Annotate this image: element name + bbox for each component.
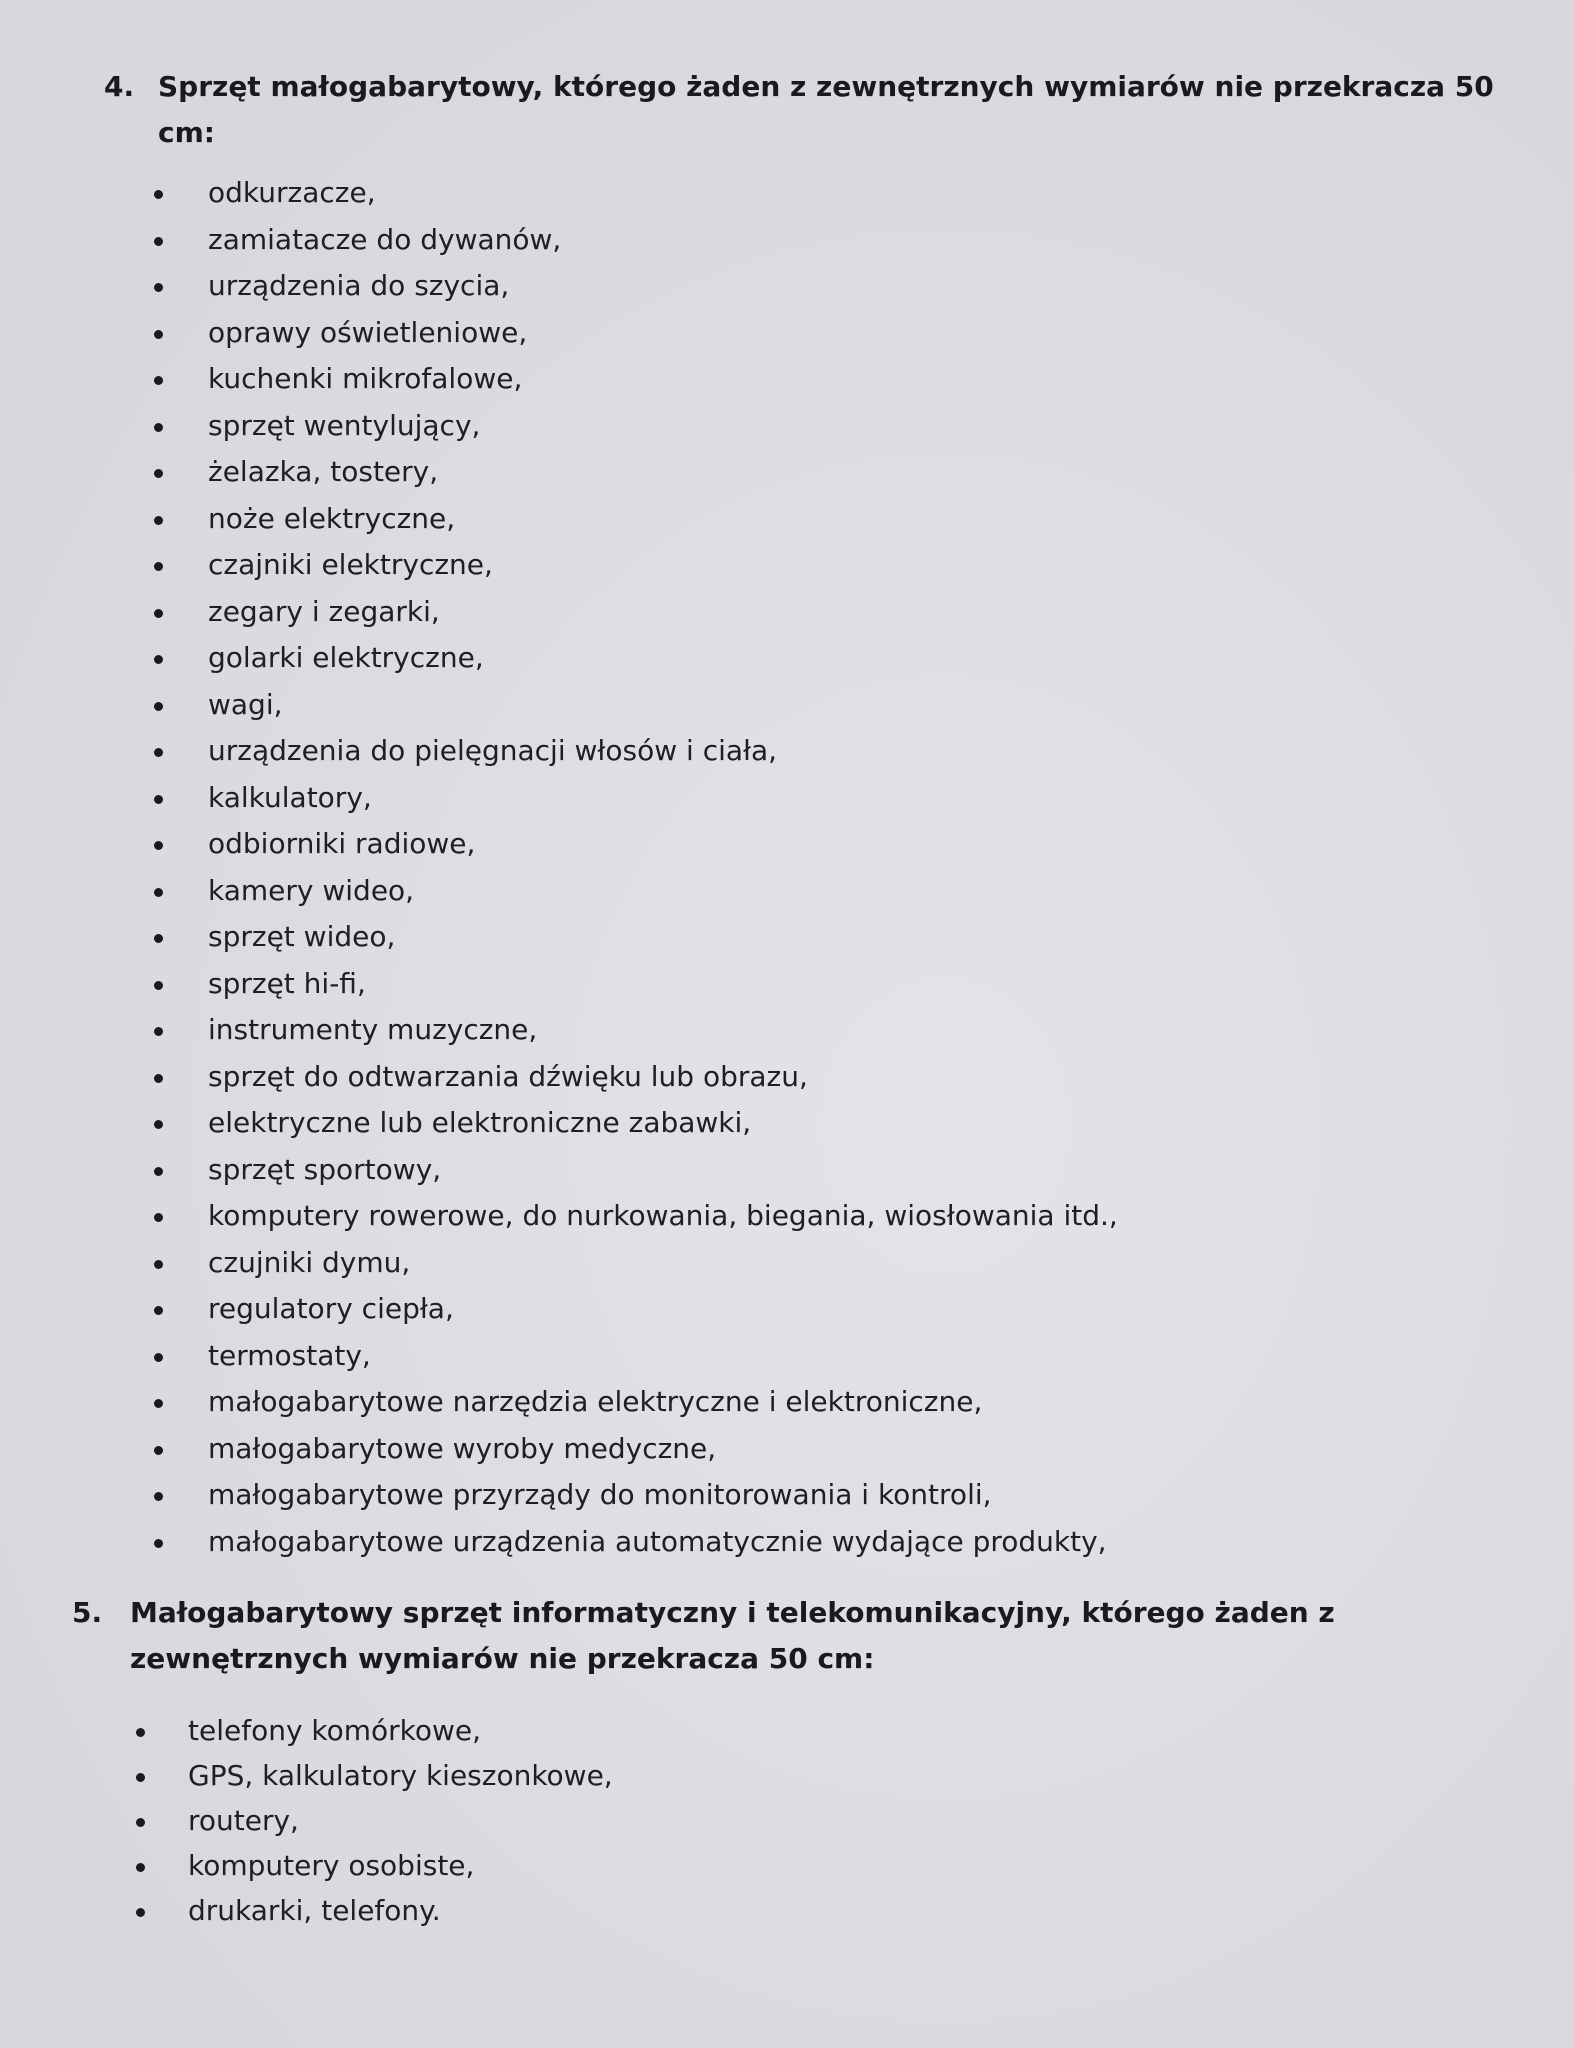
list-item [208,1333,1504,1380]
list-item [208,356,1504,403]
bullet-icon [136,1818,145,1827]
list-item-text: termostaty, [208,1338,371,1372]
list-item [208,496,1504,543]
list-item-text: odbiorniki radiowe, [208,827,476,860]
list-item [208,403,1504,450]
list-item-text: odkurzacze, [208,176,376,209]
bullet-icon [154,1213,163,1222]
list-item-text: sprzęt do odtwarzania dźwięku lub obrazu, [208,1059,808,1093]
list-item [208,1426,1504,1473]
list-item-text: oprawy oświetleniowe, [208,315,528,349]
list-item-text: sprzęt wentylujący, [208,408,481,442]
bullet-icon [154,1306,163,1315]
bullet-icon [154,423,163,432]
section-title: Sprzęt małogabarytowy, którego żaden z zewnętrznych wymiarów nie przekracza 50 cm: [158,70,1494,149]
section-heading [72,1590,1532,1682]
list-item-text: zamiatacze do dywanów, [208,222,562,256]
list-item-text: golarki elektryczne, [208,641,484,674]
list-item [208,217,1504,264]
list-item-text: komputery osobiste, [188,1849,475,1882]
list-item [208,589,1504,636]
bullet-icon [154,190,163,199]
list-item-text: regulatory ciepła, [208,1292,454,1325]
list-item-text: elektryczne lub elektroniczne zabawki, [208,1106,752,1139]
list-item-text: urządzenia do szycia, [208,269,510,302]
list-item-text: małogabarytowe narzędzia elektryczne i elektroniczne, [208,1385,983,1418]
bullet-icon [154,655,163,664]
bullet-icon [154,888,163,897]
list-item-text: kamery wideo, [208,873,415,907]
item-list [208,170,1504,1565]
list-item-text: routery, [188,1804,299,1837]
list-item-text: małogabarytowe wyroby medyczne, [208,1431,717,1465]
list-item [208,868,1504,915]
bullet-icon [136,1863,145,1872]
list-item [188,1753,1532,1798]
bullet-icon [154,376,163,385]
list-item [208,914,1504,961]
list-item [188,1888,1532,1933]
bullet-icon [154,1167,163,1176]
list-item-text: czajniki elektryczne, [208,548,493,581]
bullet-icon [154,562,163,571]
list-item-text: komputery rowerowe, do nurkowania, biegania, wiosłowania itd., [208,1199,1118,1232]
list-item [208,542,1504,589]
bullet-icon [154,609,163,618]
list-item [208,263,1504,310]
list-item [208,961,1504,1008]
list-item-text: małogabarytowe urządzenia automatycznie wydające produkty, [208,1524,1107,1558]
list-item [208,682,1504,729]
list-item-text: sprzęt hi-fi, [208,966,366,1000]
bullet-icon [154,330,163,339]
list-item [208,1472,1504,1519]
list-item [208,1054,1504,1101]
list-item-text: czujniki dymu, [208,1245,411,1279]
list-item [208,775,1504,822]
list-item [208,310,1504,357]
list-item-text: urządzenia do pielęgnacji włosów i ciała, [208,734,778,767]
section-number: 5. [72,1596,103,1629]
list-item [208,821,1504,868]
list-item-text: GPS, kalkulatory kieszonkowe, [188,1759,613,1792]
bullet-icon [154,283,163,292]
bullet-icon [154,1492,163,1501]
bullet-icon [154,702,163,711]
list-item [208,1100,1504,1147]
bullet-icon [154,748,163,757]
bullet-icon [154,1399,163,1408]
bullet-icon [154,516,163,525]
bullet-icon [136,1728,145,1737]
item-list [188,1708,1532,1933]
list-item [208,449,1504,496]
bullet-icon [154,469,163,478]
section-title: Małogabarytowy sprzęt informatyczny i telekomunikacyjny, którego żaden z zewnętrznych wymiarów nie przekracza 50 cm: [130,1596,1335,1675]
section-heading [104,64,1504,156]
bullet-icon [154,841,163,850]
list-item-text: żelazka, tostery, [208,455,439,488]
bullet-icon [154,1539,163,1548]
list-item-text: kuchenki mikrofalowe, [208,362,523,395]
bullet-icon [136,1773,145,1782]
list-item [208,1240,1504,1287]
list-item-text: zegary i zegarki, [208,594,440,628]
list-item [208,170,1504,217]
list-item-text: noże elektryczne, [208,501,456,535]
list-item [188,1798,1532,1843]
list-item-text: drukarki, telefony. [188,1894,441,1927]
list-item [208,1193,1504,1240]
section-5 [72,1590,1532,1933]
bullet-icon [154,1074,163,1083]
list-item [208,635,1504,682]
list-item-text: kalkulatory, [208,780,372,814]
list-item-text: telefony komórkowe, [188,1714,482,1747]
list-item-text: instrumenty muzyczne, [208,1013,538,1046]
bullet-icon [154,1446,163,1455]
list-item [188,1708,1532,1753]
list-item-text: sprzęt wideo, [208,920,396,953]
list-item-text: małogabarytowe przyrządy do monitorowania i kontroli, [208,1478,992,1511]
bullet-icon [154,1353,163,1362]
list-item [188,1843,1532,1888]
list-item [208,1147,1504,1194]
bullet-icon [154,981,163,990]
section-4 [104,64,1504,1565]
bullet-icon [154,1260,163,1269]
bullet-icon [154,237,163,246]
bullet-icon [154,1120,163,1129]
bullet-icon [154,934,163,943]
bullet-icon [154,1027,163,1036]
list-item [208,1286,1504,1333]
list-item [208,1519,1504,1566]
list-item [208,1379,1504,1426]
section-number: 4. [104,70,135,103]
list-item [208,728,1504,775]
bullet-icon [136,1908,145,1917]
list-item-text: sprzęt sportowy, [208,1152,442,1186]
list-item [208,1007,1504,1054]
list-item-text: wagi, [208,687,283,721]
bullet-icon [154,795,163,804]
